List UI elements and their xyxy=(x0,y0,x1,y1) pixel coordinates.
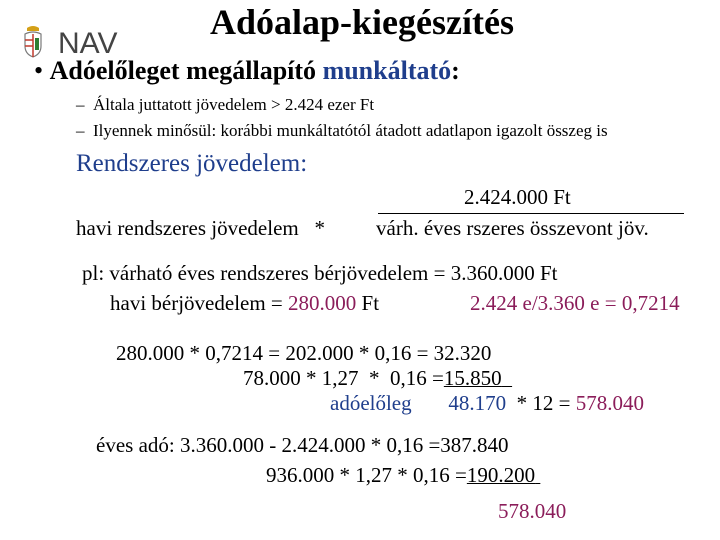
formula-numerator: 2.424.000 Ft xyxy=(464,185,571,209)
calc-row-2 xyxy=(243,365,512,391)
sub-text: Ilyennek minősül: korábbi munkáltatótól átadott adatlapon igazolt összeg is xyxy=(93,121,608,140)
calc-row-2-value: 15.850 xyxy=(443,366,502,390)
calc-row-2-prefix: 78.000 * 1,27 * 0,16 = xyxy=(243,366,444,390)
fraction-line xyxy=(378,213,684,214)
example-line-2 xyxy=(110,290,379,316)
annual-advance-result: 578.040 xyxy=(575,391,644,415)
example-line-1: pl: várható éves rendszeres bérjövedelem = 3.360.000 Ft xyxy=(82,261,558,285)
annual-row-2-value: 190.200 xyxy=(466,463,536,487)
example-unit: Ft xyxy=(356,291,380,315)
sub-item-1 xyxy=(76,94,374,116)
sub-text: Általa juttatott jövedelem > 2.424 ezer Ft xyxy=(93,95,375,114)
annual-row-2-prefix: 936.000 * 1,27 * 0,16 = xyxy=(266,463,467,487)
bullet-colon: : xyxy=(451,56,460,85)
logo-text: NAV xyxy=(58,27,118,60)
section-title: Rendszeres jövedelem: xyxy=(76,150,308,177)
sub-marker: – xyxy=(76,121,85,140)
bullet-text: Adóelőleget megállapító xyxy=(49,56,323,85)
annual-row-2 xyxy=(266,462,540,488)
main-bullet xyxy=(34,54,460,88)
calc-row-1: 280.000 * 0,7214 = 202.000 * 0,16 = 32.320 xyxy=(116,341,492,365)
formula-left: havi rendszeres jövedelem * xyxy=(76,216,325,240)
page-title: Adóalap-kiegészítés xyxy=(210,2,514,42)
advance-tax-value: 48.170 xyxy=(448,391,507,415)
example-ratio: 2.424 e/3.360 e = 0,7214 xyxy=(470,291,680,315)
annual-total: 578.040 xyxy=(498,499,567,523)
hungarian-crest-icon xyxy=(22,24,44,58)
calc-row-3 xyxy=(330,390,644,416)
advance-tax-label: adóelőleg xyxy=(330,391,412,415)
example-value: 280.000 xyxy=(288,291,357,315)
sub-item-2 xyxy=(76,120,608,142)
example-label: havi bérjövedelem = xyxy=(110,291,289,315)
bullet-marker: • xyxy=(34,56,44,85)
bullet-highlight: munkáltató xyxy=(322,56,452,85)
annual-row-1: éves adó: 3.360.000 - 2.424.000 * 0,16 =387.840 xyxy=(96,433,509,457)
calc-multiplier: * 12 = xyxy=(506,391,576,415)
sub-marker: – xyxy=(76,95,85,114)
formula-denominator: várh. éves rszeres összevont jöv. xyxy=(376,216,649,240)
